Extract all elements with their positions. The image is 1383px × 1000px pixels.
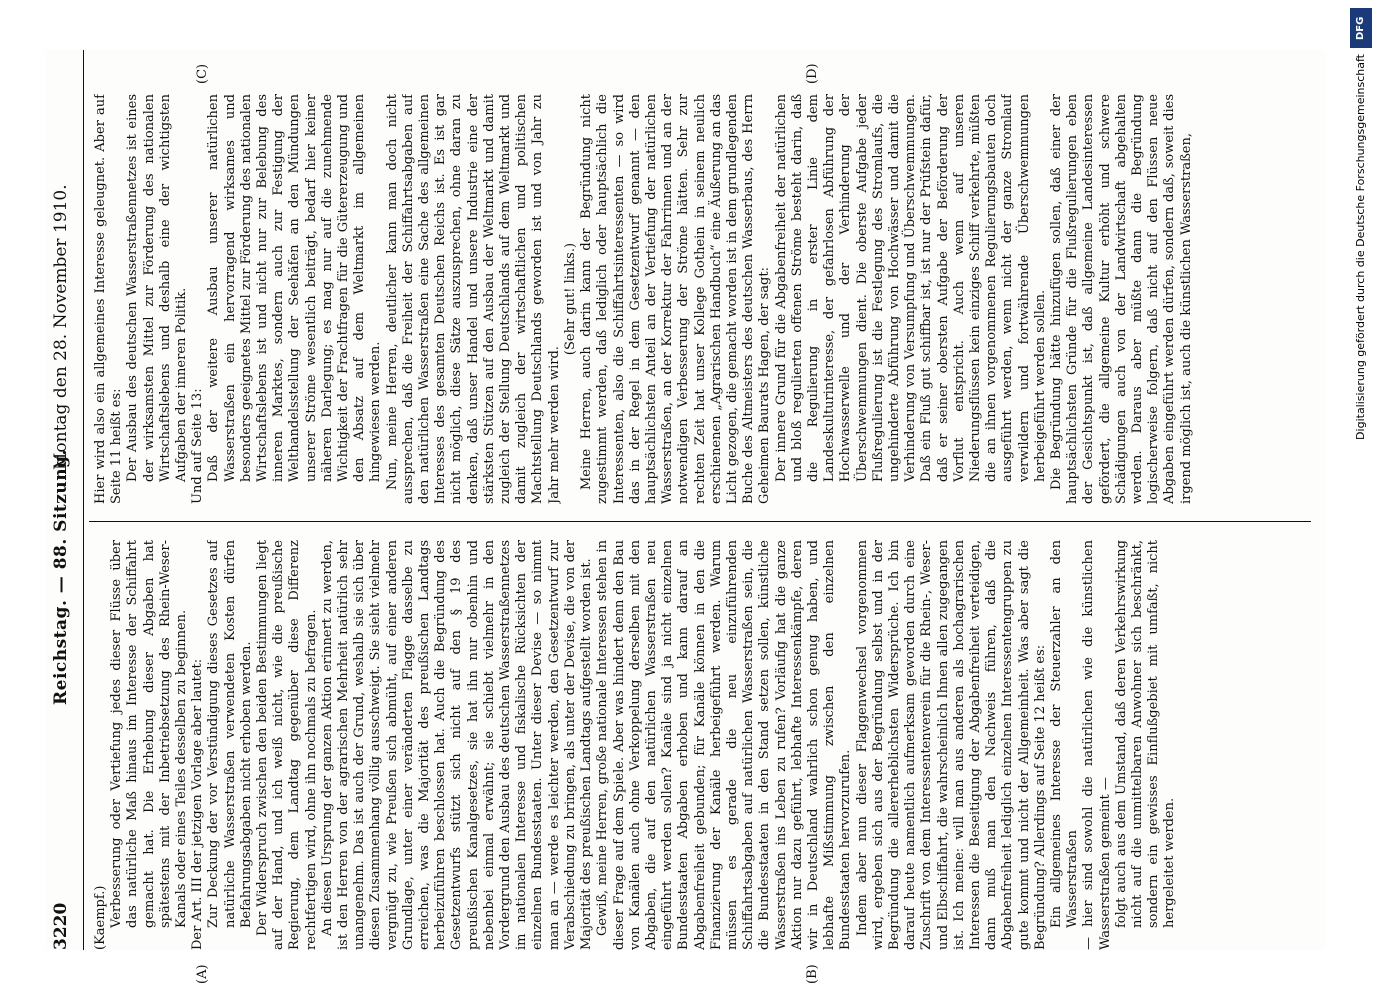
page-header [45,50,81,950]
margin-letter-a: (A) [195,964,210,984]
left-column-paragraph: Gewiß, meine Herren, große nationale Interessen stehen in dieser Frage auf dem Spiele. Aber was hindert denn den Bau von Kanälen auch ohne Verkoppelung derselben mit den Abgaben, die auf den natürlichen Wasserstraßen neu eingeführt werden sollen? Kanäle sind ja nicht einzelnen Bundesstaaten Abgaben erhoben und kann darauf an Abgabenfreiheit gebunden; für Kanäle können in den die Finanzierung der Kanäle herbeigeführt werden. Warum müssen es gerade die neu einzuführenden Schiffahrtsabgaben auf natürlichen Wasserstraßen sein, die die Bundesstaaten in den Stand setzen sollen, künstliche Wasserstraßen ins Leben zu rufen? Vorläufig hat die ganze Aktion nur dazu geführt, lebhafte Interessenkämpfe, deren wir in Deutschland wahrlich schon genug haben, und lebhafte Mißstimmung zwischen den einzelnen Bundesstaaten hervorzurufen. [595,540,854,950]
right-column-paragraph: Und auf Seite 13: [190,388,206,504]
right-column-paragraph: Nun, meine Herren, deutlicher kann man doch nicht aussprechen, daß die Freiheit der Schiffahrtsabgaben auf den natürlichen Wasserstraßen eine Sache des allgemeinen Interesses des gesamten Deutschen Reichs ist. Es ist gar nicht möglich, diese Sätze auszusprechen, ohne daran zu denken, daß unser Handel und unsere Industrie eine der stärksten Stützen auf den Ausbau der Weltmarkt und damit zugleich der Stellung Deutschlands auf dem Weltmarkt und damit zugleich der wirtschaftlichen und politischen Machtstellung Deutschlands geworden ist und von Jahr zu Jahr mehr werden wird. [384,94,562,504]
left-column-paragraph: An diesen Ursprung der ganzen Aktion erinnert zu werden, ist den Herren von der agrarischen Mehrheit natürlich sehr unangenehm. Das ist auch der Grund, weshalb sie sich über diesen Zusammenhang völlig ausschweigt. Sie sieht vielmehr vergnügt zu, wie Preußen sich abmüht, auf einer anderen Grundlage, unter einer veränderten Flagge dasselbe zu erreichen, was die Majorität des preußischen Landtags herbeizuführen beschlossen hat. Auch die Begründung des Gesetzentwurfs stützt sich nicht auf den § 19 des preußischen Kanalgesetzes, sie hat ihn nur obenhin und nebenbei einmal erwähnt; sie schiebt vielmehr in den Vordergrund den Ausbau des deutschen Wasserstraßennetzes im nationalen Interesse und fiskalische Rücksichten der einzelnen Bundesstaaten. Unter dieser Devise — so nimmt man an — werde es leichter werden, den Gesetzentwurf zur Verabschiedung zu bringen, als unter der Devise, die von der Majorität des preußischen Landtags aufgestellt worden ist. [319,540,595,950]
digitization-credit: Digitalisierung gefördert durch die Deutsche Forschungsgemeinschaft [1354,54,1367,440]
left-column-paragraph: Der Widerspruch zwischen den beiden Bestimmungen liegt auf der Hand, und ich weiß nicht, wie die preußische Regierung, dem Landtag gegenüber diese Differenz rechtfertigen wird, ohne ihn nochmals zu befragen. [255,540,319,950]
margin-letter-b: (B) [805,964,820,984]
right-column-paragraph: Der innere Grund für die Abgabenfreiheit der natürlichen und bloß regulierten offenen Ströme besteht darin, daß die Regulierung in erster Linie dem Landeskulturinteresse, der gefahrlosen Abführung der Hochwasserwelle und der Verhinderung der Überschwemmungen dient. Die oberste Aufgabe jeder Flußregulierung ist die Festlegung des Stromlaufs, die ungehinderte Abführung von Hochwässer und damit die Verhinderung von Versumpfung und Überschwemmungen. Daß ein Fluß gut schiffbar ist, ist nur der Prüfstein dafür, daß er seiner obersten Aufgabe der Beförderung der Vorflut entspricht. Auch wenn auf unseren Niederungsflüssen kein einziges Schiff verkehrte, müßten die an ihnen vorgenommenen Regulierungsbauten doch ausgeführt werden, wenn nicht der ganze Stromlauf verwildern und fortwährende Überschwemmungen herbeigeführt werden sollen. [773,94,1048,482]
left-column-paragraph: Indem aber nun dieser Flaggenwechsel vorgenommen wird, ergeben sich aus der Begründung selbst und in der Begründung die allererheblichsten Widersprüche. Ich bin darauf heute namentlich aufmerksam geworden durch eine Zuschrift von dem Interessentenverein für die Rhein-, Weser- und Elbschiffahrt, die wahrscheinlich Ihnen allen zugegangen ist. Ich meine: will man aus anderen als hochagrarischen Interessen die Beseitigung der Abgabenfreiheit verteidigen, dann muß man den Nachweis führen, daß die Abgabenfreiheit lediglich einzelnen Interessentengruppen zu gute kommt und nicht der Allgemeinheit. Was aber sagt die Begründung? Allerdings auf Seite 12 heißt es: [854,540,1048,950]
margin-letter-c: (C) [195,63,210,84]
session-date: Montag den 28. November 1910. [51,184,71,470]
page-number: 3220 [51,902,71,950]
right-column-paragraph: Die Begründung hätte hinzufügen sollen, daß einer der hauptsächlichsten Gründe für die Flußregulierungen eben der Gesichtspunkt ist, daß allgemeine Landesinteressen gefördert, die allgemeine Kultur erhöht und schwere Schädigungen auch von der Landwirtschaft abgehalten werden. Daraus aber müßte dann die Begründung logischerweise folgern, daß nicht auf den Flüssen neue Abgaben eingeführt werden dürfen, sondern daß, soweit dies irgend möglich ist, auch die künstlichen Wasserstraßen, [1048,94,1194,504]
right-column-paragraph: (Sehr gut! links.) [562,242,578,356]
column-divider [89,521,1311,522]
margin-letter-d: (D) [805,63,820,84]
left-column-paragraph: folgt auch aus dem Umstand, daß deren Verkehrswirkung nicht auf die unmittelbaren Anwohner sich beschränkt, sondern ein gewisses Einflußgebiet mit umfaßt, nicht hergeleitet werden. [1113,540,1178,928]
left-column-paragraph: Verbesserung oder Vertiefung jedes dieser Flüsse über das natürliche Maß hinaus im Interesse der Schiffahrt gemacht hat. Die Erhebung dieser Abgaben hat spätestens mit der Inbetriebsetzung des Rhein-Weser-Kanals oder eines Teiles desselben zu beginnen. [109,540,190,928]
document-page [45,50,1325,984]
digitization-sidebar [1348,0,1383,1000]
left-column-paragraph: Der Art. III der jetzigen Vorlage aber lautet: [190,658,206,950]
left-column-paragraph: Zur Deckung der vor Verstündigung dieses Gesetzes auf natürliche Wasserstraßen verwendeten Kosten dürfen Befahrungsabgaben nicht erhoben werden. [206,540,254,928]
running-title: Reichstag. — 88. Sitzung. [51,449,71,705]
right-column-paragraph: Meine Herren, auch darin kann der Begründung nicht zugestimmt werden, daß lediglich oder hauptsächlich die Interessenten, also die Schiffahrtsinteressenten — so wird das in der Regel in dem Gesetzentwurf genannt — den hauptsächlichsten Anteil an der Vertiefung der natürlichen Wasserstraßen, an der Korrektur der Fahrrinnen und an der notwendigen Verbesserung der Ströme hätten. Sehr zur rechten Zeit hat unser Kollege Gothein in seinem neulich erschienenen „Agrarischen Handbuch“ eine Äußerung an das Licht gezogen, die gemacht worden ist in dem grundlegenden Buche des Altmeisters des deutschen Wasserbaus, des Herrn Geheimen Baurats Hagen, der sagt: [579,94,773,504]
left-text-column [93,540,1315,950]
right-text-column [93,94,1315,504]
left-column-paragraph: Ein allgemeines Interesse der Steuerzahler an den Wasserstraßen [1048,540,1081,928]
right-column-paragraph: Hier wird also ein allgemeines Interesse geleugnet. Aber auf Seite 11 heißt es: [93,94,125,504]
header-rule [83,50,84,950]
right-column-paragraph: Der Ausbau des deutschen Wasserstraßennetzes ist eines der wirksamsten Mittel zur Förderung des nationalen Wirtschaftslebens und deshalb eine der wichtigsten Aufgaben der inneren Politik. [125,94,190,482]
right-column-paragraph: Daß der weitere Ausbau unserer natürlichen Wasserstraßen ein hervorragend wirksames und besonders geeignetes Mittel zur Förderung des nationalen Wirtschaftslebens ist und nicht nur zur Belebung des inneren Marktes, sondern auch zur Festigung der Welthandelsstellung der Seehäfen an den Mündungen unserer Ströme wesentlich beiträgt, bedarf hier keiner näheren Darlegung; es mag nur auf die zunehmende Wichtigkeit der Frachtfragen für die Gütererzeugung und den Absatz auf dem Weltmarkt im allgemeinen hingewiesen werden. [206,94,384,482]
left-column-paragraph: (Kaempf.) [93,885,108,950]
left-column-paragraph: — hier sind sowohl die natürlichen wie die künstlichen Wasserstraßen gemeint — [1081,540,1113,950]
dfg-logo: DFG [1350,8,1372,48]
